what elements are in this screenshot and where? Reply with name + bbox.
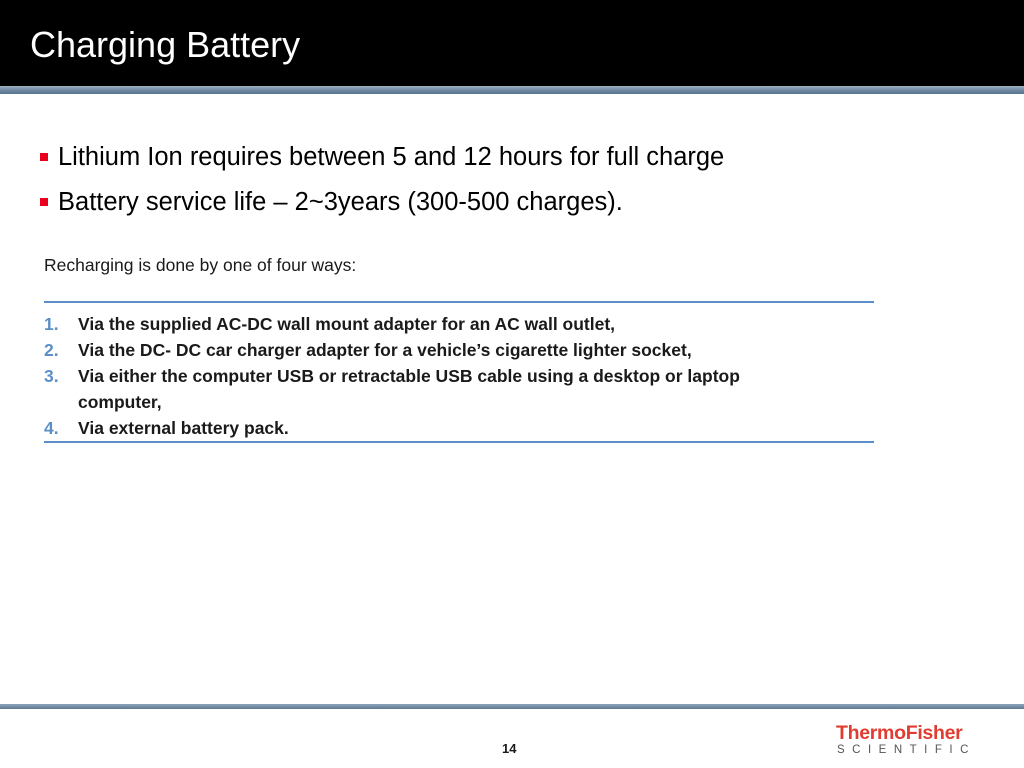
recharge-way-item (44, 311, 874, 337)
way-text: Via the supplied AC-DC wall mount adapter for an AC wall outlet, (78, 314, 616, 334)
bullet-text: Battery service life – 2~3years (300-500 charges). (58, 188, 623, 216)
logo-subtitle: SCIENTIFIC (837, 744, 976, 756)
logo-wordmark: ThermoFisher (836, 722, 963, 744)
way-text: Via either the computer USB or retractable USB cable using a desktop or laptop computer, (78, 366, 740, 412)
way-text: Via the DC- DC car charger adapter for a vehicle’s cigarette lighter socket, (78, 340, 692, 360)
recharge-ways-list (44, 311, 874, 441)
way-number: 3. (44, 366, 59, 386)
recharge-top-rule (44, 301, 874, 303)
recharge-intro: Recharging is done by one of four ways: (44, 255, 357, 275)
title-bar (0, 0, 1024, 86)
recharge-bottom-rule (44, 441, 874, 443)
way-number: 4. (44, 418, 59, 438)
slide-title: Charging Battery (30, 24, 301, 65)
bullet-square-icon (40, 153, 48, 161)
thermofisher-logo (836, 722, 976, 758)
bullet-square-icon (40, 198, 48, 206)
recharge-way-item (44, 415, 874, 441)
footer-divider (0, 704, 1024, 709)
bullet-text: Lithium Ion requires between 5 and 12 hours for full charge (58, 143, 725, 171)
page-number: 14 (502, 741, 517, 756)
way-number: 1. (44, 314, 59, 334)
way-text: Via external battery pack. (78, 418, 289, 438)
recharge-way-item (44, 337, 874, 363)
recharge-way-item (44, 363, 874, 415)
way-number: 2. (44, 340, 59, 360)
title-divider (0, 86, 1024, 94)
